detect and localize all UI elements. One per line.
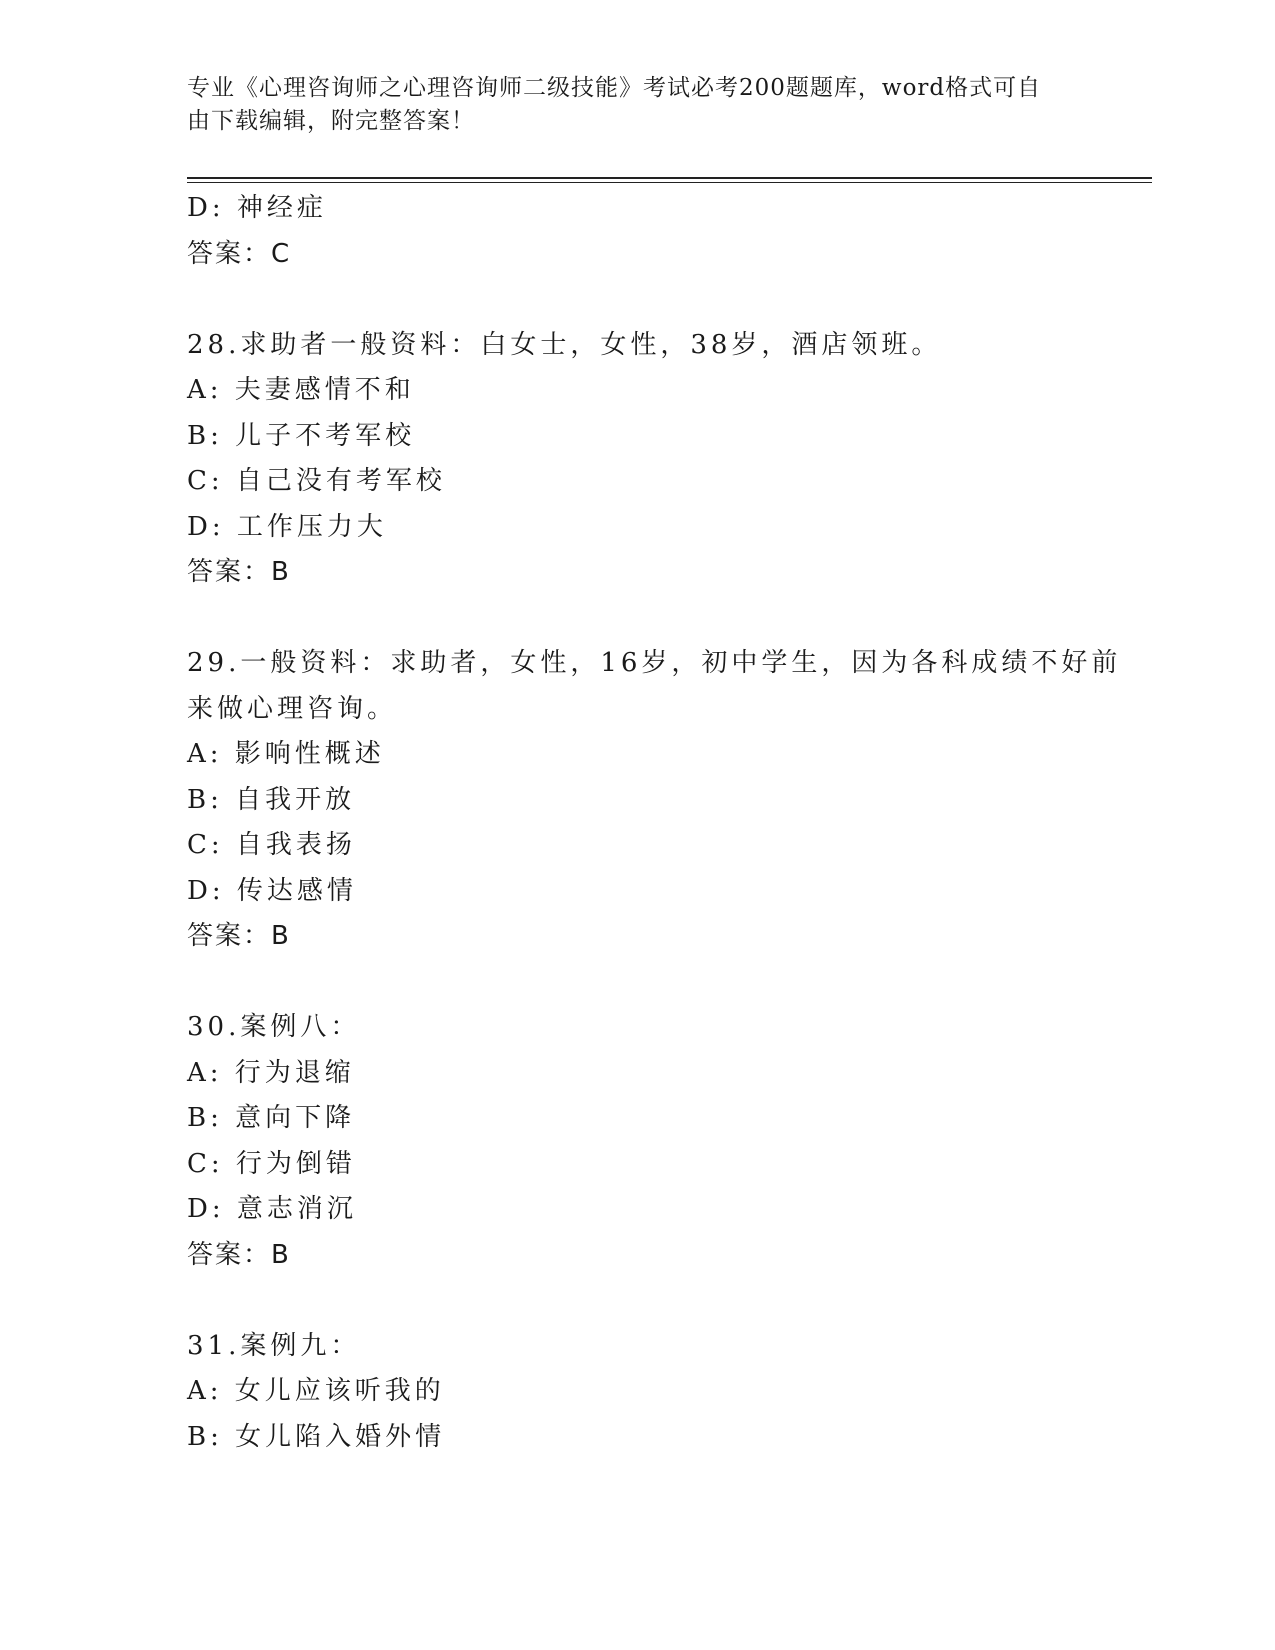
answer: 答案：B bbox=[187, 557, 291, 587]
question-30 bbox=[187, 1005, 1087, 1278]
option-d: D: 神经症 bbox=[187, 193, 327, 223]
question-stem: 29.一般资料：求助者，女性，16岁，初中学生，因为各科成绩不好前 bbox=[187, 648, 1122, 678]
header-line-1: 专业《心理咨询师之心理咨询师二级技能》考试必考200题题库，word格式可自 bbox=[187, 75, 1042, 101]
option-a: A: 夫妻感情不和 bbox=[187, 375, 415, 405]
spacer bbox=[187, 1278, 1087, 1324]
question-stem: 31.案例九： bbox=[187, 1330, 361, 1361]
header-divider-thin bbox=[187, 182, 1152, 183]
question-stem-continued: 来做心理咨询。 bbox=[187, 693, 398, 724]
option-d: D: 工作压力大 bbox=[187, 511, 387, 542]
option-a: A: 行为退缩 bbox=[187, 1057, 355, 1088]
answer: 答案：B bbox=[187, 921, 291, 951]
question-28 bbox=[187, 323, 1087, 596]
answer: 答案：C bbox=[187, 238, 292, 269]
spacer bbox=[187, 960, 1087, 1006]
option-c: C: 行为倒错 bbox=[187, 1148, 356, 1179]
option-c: C: 自己没有考军校 bbox=[187, 466, 446, 496]
question-list bbox=[187, 186, 1122, 1460]
question-29 bbox=[187, 641, 1122, 960]
header-divider-thick bbox=[187, 177, 1152, 179]
option-b: B: 女儿陷入婚外情 bbox=[187, 1421, 446, 1452]
option-d: D: 意志消沉 bbox=[187, 1194, 357, 1224]
option-b: B: 意向下降 bbox=[187, 1103, 356, 1133]
question-31 bbox=[187, 1324, 1087, 1461]
option-a: A: 女儿应该听我的 bbox=[187, 1376, 445, 1406]
answer: 答案：B bbox=[187, 1239, 291, 1270]
question-stem: 30.案例八： bbox=[187, 1012, 361, 1042]
option-b: B: 儿子不考军校 bbox=[187, 420, 416, 451]
option-c: C: 自我表扬 bbox=[187, 830, 356, 860]
option-d: D: 传达感情 bbox=[187, 875, 357, 906]
spacer bbox=[187, 277, 1087, 323]
question-stem: 28.求助者一般资料：白女士，女性，38岁，酒店领班。 bbox=[187, 329, 942, 360]
option-b: B: 自我开放 bbox=[187, 784, 356, 815]
header-line-2: 由下载编辑，附完整答案！ bbox=[187, 108, 475, 134]
option-a: A: 影响性概述 bbox=[187, 739, 385, 769]
document-header bbox=[187, 72, 1067, 138]
spacer bbox=[187, 596, 1087, 642]
